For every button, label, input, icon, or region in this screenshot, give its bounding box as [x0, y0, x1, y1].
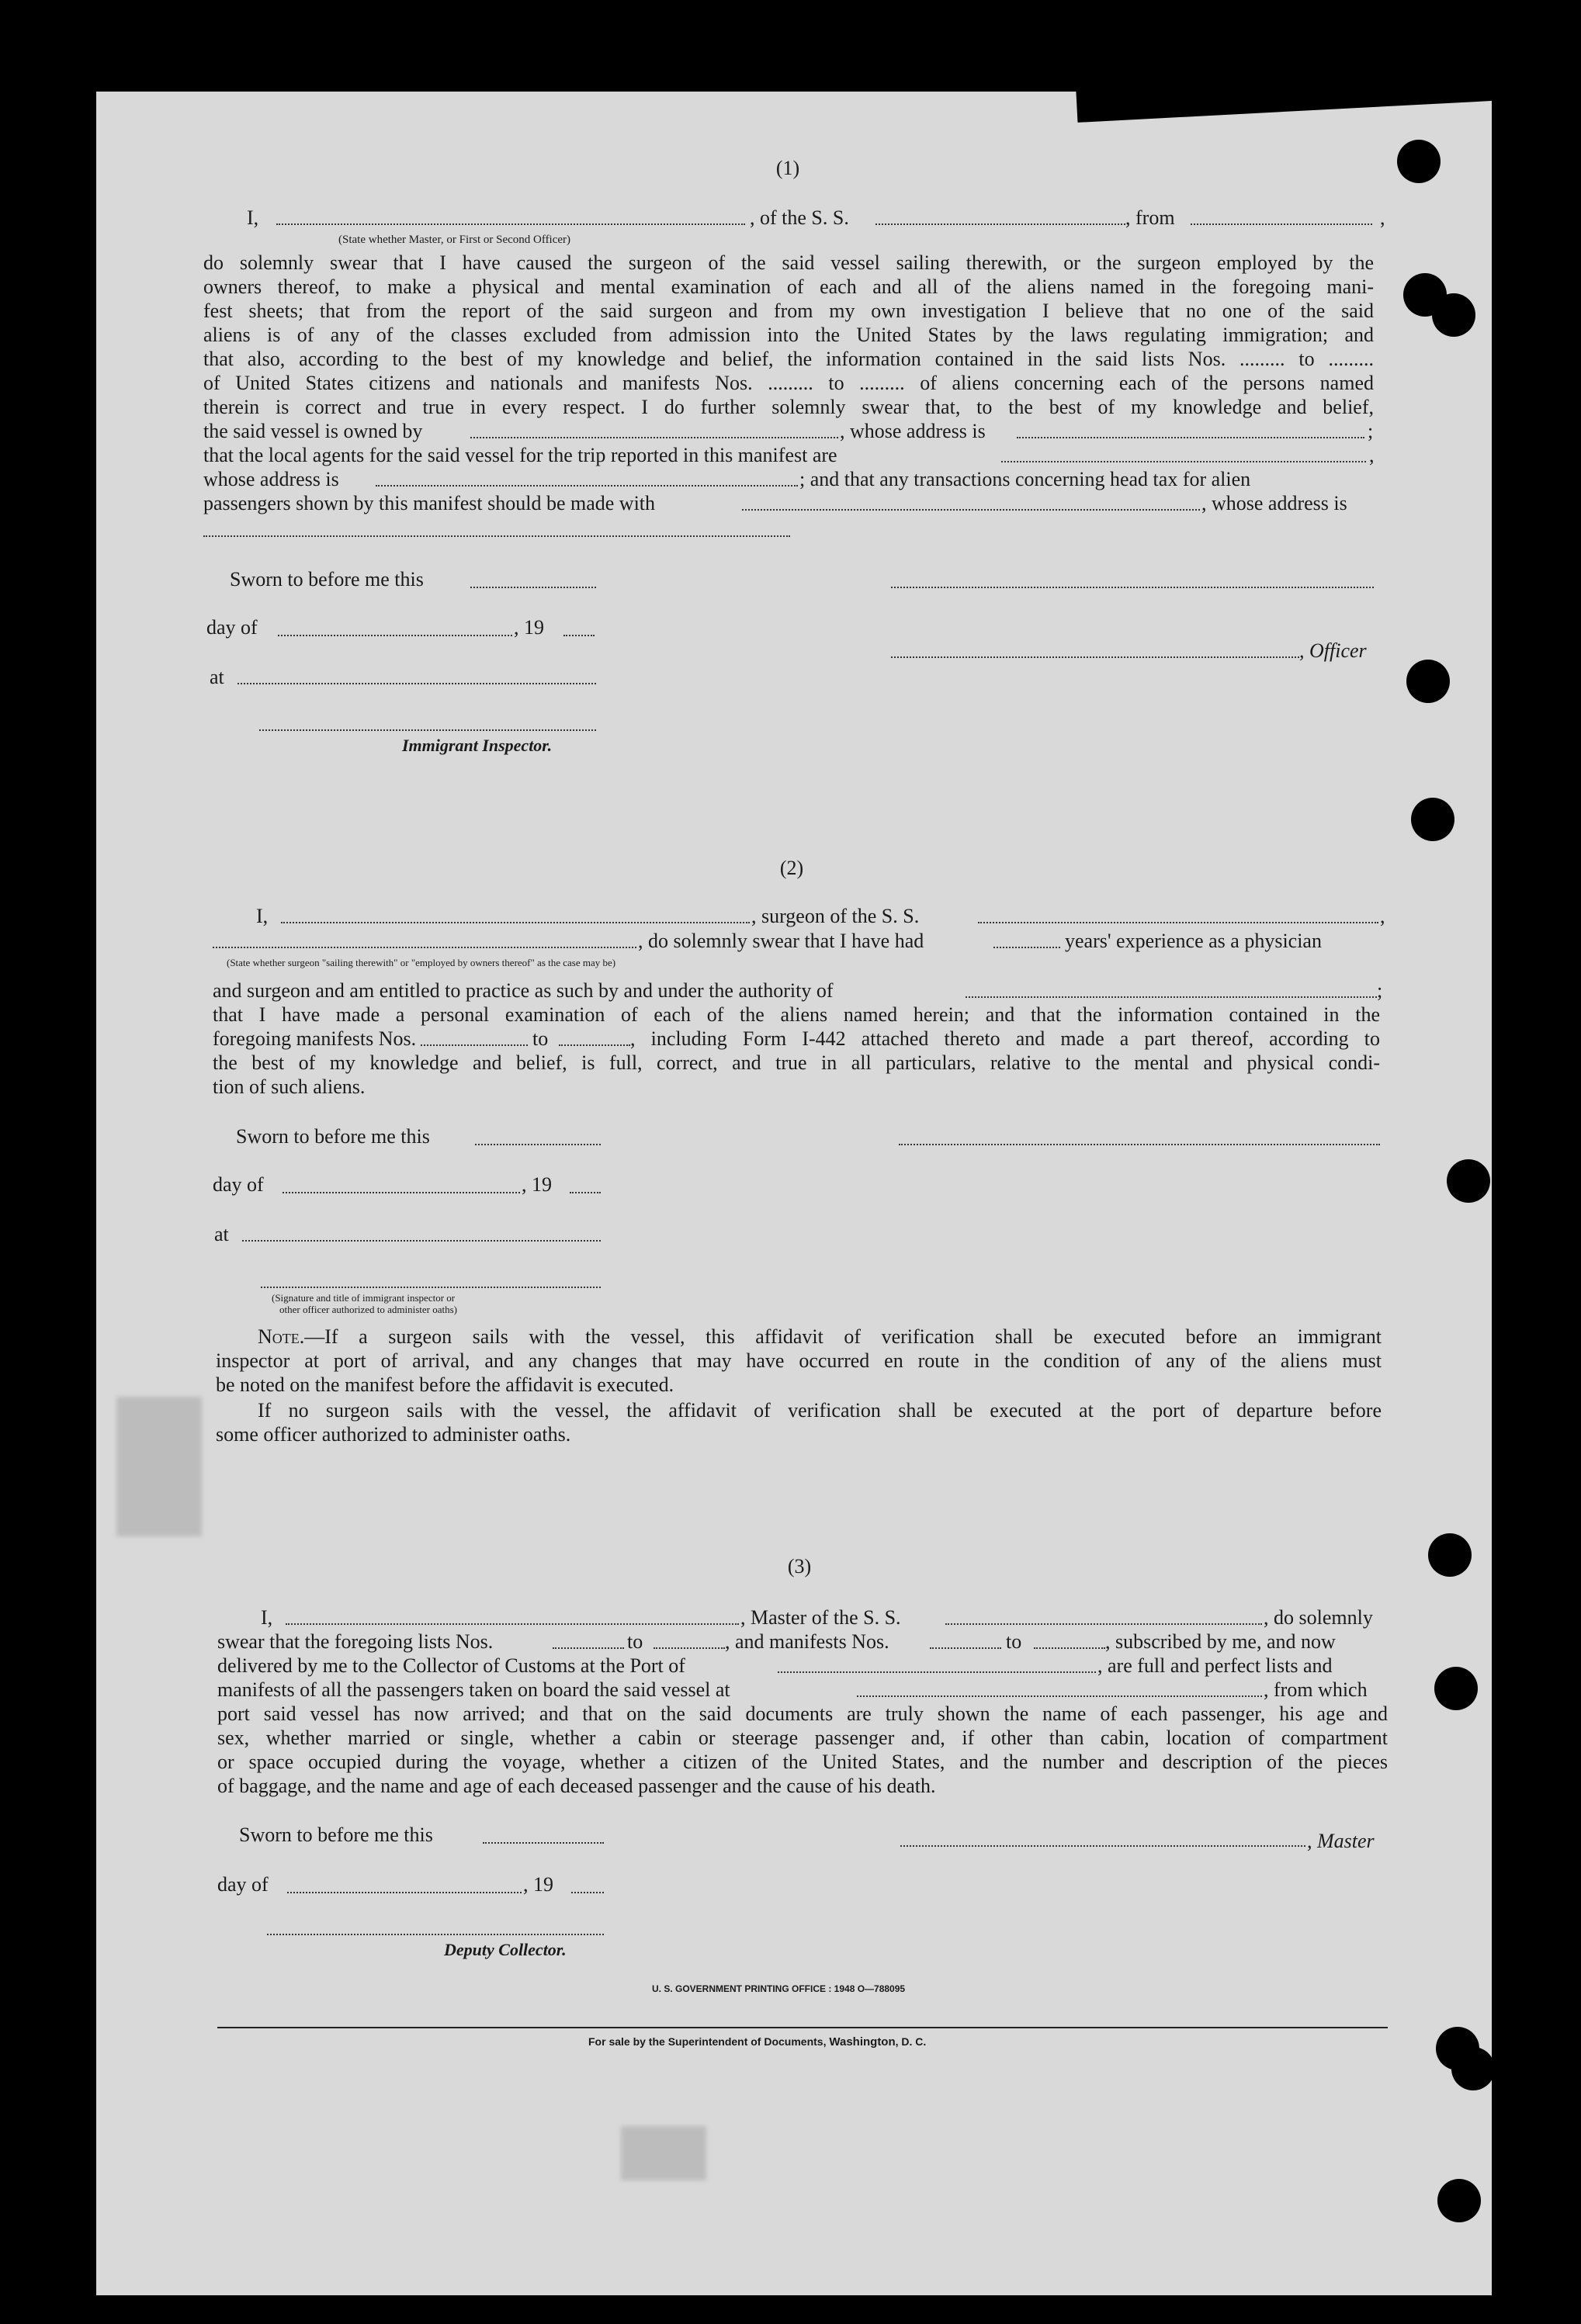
smudge [116, 1397, 202, 1536]
blank-month [287, 1892, 522, 1893]
inspector-label: Immigrant Inspector. [402, 736, 553, 755]
label-to: to [627, 1630, 643, 1653]
blank-vessel-name [875, 223, 1125, 225]
label-i: I, [256, 905, 269, 927]
blank-head-tax-address [203, 535, 790, 537]
note-label: Note. [258, 1325, 305, 1348]
blank-place [237, 683, 596, 684]
label-from-which: , from which [1264, 1678, 1368, 1701]
punct: ; [1377, 979, 1383, 1002]
head-tax-text: ; and that any transactions concerning head tax for alien [799, 468, 1251, 490]
label-year: , 19 [522, 1173, 552, 1196]
blank-year [571, 1892, 604, 1893]
label-of-ss: , of the S. S. [750, 206, 849, 229]
label-lists: swear that the foregoing lists Nos. [217, 1630, 494, 1653]
punch-hole [1428, 1533, 1472, 1577]
blank-surgeon-name [281, 922, 750, 923]
blank-officer-name [276, 223, 745, 225]
label-i: I, [247, 206, 259, 229]
punct: , [1380, 206, 1385, 229]
signature-line [900, 1845, 1305, 1847]
note-line: inspector at port of arrival, and any changes that may have occurred en route in the condition of any of the aliens must [216, 1349, 1382, 1372]
oath-line: or space occupied during the voyage, whether a citizen of the United States, and the number and description of the pieces [217, 1751, 1388, 1773]
section-number: (3) [787, 1555, 812, 1578]
blank-manifest-from [930, 1647, 1001, 1649]
blank-year [563, 635, 595, 636]
label-whose-address: , whose address is [840, 420, 986, 442]
punch-hole [1411, 798, 1454, 841]
label-authority: and surgeon and am entitled to practice as such by and under the authority of [213, 979, 834, 1002]
blank-manifest-to [1034, 1647, 1105, 1649]
sale-notice-city: Washington [829, 2035, 896, 2049]
footer-rule [217, 2027, 1388, 2028]
blank-surgeon-status [213, 947, 636, 948]
label-at: at [210, 666, 224, 688]
blank-sworn-date [475, 1144, 601, 1145]
label-to: to [532, 1027, 549, 1050]
surgeon-status-note: (State whether surgeon "sailing therewith" or "employed by owners thereof" as the case may be) [227, 957, 616, 968]
blank-owner-address [1017, 437, 1364, 438]
signature-line [261, 1287, 601, 1288]
label-delivered: delivered by me to the Collector of Customs at the Port of [217, 1654, 685, 1677]
oath-line: of baggage, and the name and age of each deceased passenger and the cause of his death. [217, 1775, 936, 1797]
blank-sworn-date [483, 1842, 604, 1844]
blank-boarding-port [857, 1695, 1262, 1697]
label-year: , 19 [523, 1873, 553, 1896]
label-master-of: , Master of the S. S. [740, 1606, 901, 1629]
sale-notice-suffix: , D. C. [895, 2035, 927, 2048]
label-day-of: day of [217, 1873, 269, 1896]
label-manifests: foregoing manifests Nos. [213, 1027, 417, 1050]
oath-line: therein is correct and true in every respect. I do further solemnly swear that, to the best of my knowledge and belief, [203, 396, 1374, 418]
oath-line: the best of my knowledge and belief, is full, correct, and true in all particulars, relative to the mental and physical condi- [213, 1051, 1380, 1074]
blank-owner [470, 437, 838, 438]
oath-line: tion of such aliens. [213, 1075, 366, 1098]
label-passengers: passengers shown by this manifest should be made with [203, 492, 656, 514]
label-whose-address: , whose address is [1201, 492, 1347, 514]
smudge [621, 2126, 706, 2180]
signature-line [891, 656, 1299, 658]
label-local-agents: that the local agents for the said vessel for the trip reported in this manifest are [203, 444, 837, 466]
label-full-lists: , are full and perfect lists and [1097, 1654, 1333, 1677]
label-at: at [214, 1223, 229, 1245]
label-swear: , do solemnly swear that I have had [638, 930, 924, 952]
signature-line [267, 1934, 604, 1935]
blank-port [778, 1671, 1096, 1673]
section-number: (2) [779, 857, 804, 879]
label-day-of: day of [206, 616, 258, 639]
label-taken-on-board: manifests of all the passengers taken on board the said vessel at [217, 1678, 730, 1701]
oath-line: , including Form I-442 attached thereto and made a part thereof, according to [630, 1027, 1380, 1050]
signature-note: other officer authorized to administer oaths) [279, 1304, 457, 1315]
label-manifests: , and manifests Nos. [725, 1630, 889, 1653]
oath-line: that also, according to the best of my knowledge and belief, the information contained in the said lists Nos. ......... to ......... [203, 348, 1374, 370]
oath-line: do solemnly swear that I have caused the surgeon of the said vessel sailing therewith, or the surgeon employed by the [203, 251, 1374, 274]
blank-manifest-to [559, 1044, 630, 1046]
printing-office-line: U. S. GOVERNMENT PRINTING OFFICE : 1948 O—788095 [652, 1983, 906, 1994]
oath-line: of United States citizens and nationals and manifests Nos. ......... to ......... of aliens concerning each of the persons named [203, 372, 1374, 394]
officer-label: , Officer [1299, 639, 1367, 662]
blank-head-tax-agent [742, 509, 1200, 511]
label-from: , from [1125, 206, 1175, 229]
signature-line [899, 1144, 1380, 1145]
oath-line: fest sheets; that from the report of the said surgeon and from my own investigation I believe that no one of the said [203, 300, 1374, 322]
label-sworn: Sworn to before me this [230, 568, 424, 591]
note-line: If no surgeon sails with the vessel, the affidavit of verification shall be executed at the port of departure before [258, 1399, 1382, 1422]
deputy-collector-label: Deputy Collector. [444, 1940, 567, 1959]
label-years: years' experience as a physician [1065, 930, 1322, 952]
label-sworn: Sworn to before me this [236, 1125, 430, 1148]
blank-place [242, 1240, 601, 1242]
blank-master-name [286, 1623, 739, 1625]
punch-hole [1437, 2179, 1481, 2222]
label-sworn: Sworn to before me this [239, 1824, 433, 1846]
section-number: (1) [775, 157, 800, 179]
punct: , [1380, 905, 1385, 927]
blank-lists-from [553, 1647, 624, 1649]
blank-years [993, 947, 1060, 948]
blank-vessel-name [945, 1623, 1262, 1625]
oath-line: sex, whether married or single, whether a cabin or steerage passenger and, if other than cabin, location of compartment [217, 1727, 1388, 1749]
oath-line: aliens is of any of the classes excluded from admission into the United States by the laws regulating immigration; and [203, 324, 1374, 346]
punct: , [1369, 444, 1375, 466]
oath-line: port said vessel has now arrived; and that on the said documents are truly shown the name of each passenger, his age and [217, 1702, 1388, 1725]
note-line [258, 1325, 1382, 1349]
punch-hole [1432, 293, 1475, 337]
label-do-solemnly: , do solemnly [1264, 1606, 1373, 1629]
blank-year [570, 1192, 601, 1193]
signature-line [891, 587, 1374, 588]
punch-hole [1397, 140, 1441, 183]
blank-manifest-from [421, 1044, 528, 1046]
rank-note: (State whether Master, or First or Second Officer) [338, 234, 571, 246]
blank-authority [966, 996, 1377, 998]
blank-agent-address [376, 485, 798, 487]
label-owned-by: the said vessel is owned by [203, 420, 423, 442]
punch-hole [1406, 660, 1450, 703]
label-year: , 19 [514, 616, 544, 639]
blank-local-agents [1001, 461, 1366, 462]
blank-sworn-date [470, 587, 596, 588]
oath-line: owners thereof, to make a physical and mental examination of each and all of the aliens named in the foregoing mani- [203, 275, 1374, 298]
note-line: be noted on the manifest before the affidavit is executed. [216, 1373, 674, 1396]
sale-notice-text: For sale by the Superintendent of Documents, [588, 2035, 830, 2048]
sale-notice [588, 2030, 926, 2054]
label-day-of: day of [213, 1173, 264, 1196]
blank-month [278, 635, 512, 636]
label-to: to [1006, 1630, 1022, 1653]
note-text: —If a surgeon sails with the vessel, this affidavit of verification shall be executed before an immigrant [304, 1325, 1382, 1348]
blank-vessel-name [978, 922, 1378, 923]
signature-note: (Signature and title of immigrant inspector or [272, 1292, 456, 1304]
label-whose-address: whose address is [203, 468, 339, 490]
master-label: , Master [1307, 1830, 1375, 1852]
oath-line: that I have made a personal examination of each of the aliens named herein; and that the information contained in the [213, 1003, 1380, 1026]
punch-hole [1451, 2047, 1495, 2090]
punch-hole [1434, 1667, 1478, 1710]
label-i: I, [261, 1606, 273, 1629]
punct: ; [1368, 420, 1374, 442]
label-subscribed: , subscribed by me, and now [1105, 1630, 1336, 1653]
label-surgeon-of: , surgeon of the S. S. [751, 905, 920, 927]
blank-month [283, 1192, 520, 1193]
punch-hole [1447, 1159, 1490, 1203]
blank-lists-to [654, 1647, 725, 1649]
blank-port-from [1191, 223, 1372, 225]
signature-line [259, 729, 596, 731]
note-line: some officer authorized to administer oaths. [216, 1423, 571, 1446]
